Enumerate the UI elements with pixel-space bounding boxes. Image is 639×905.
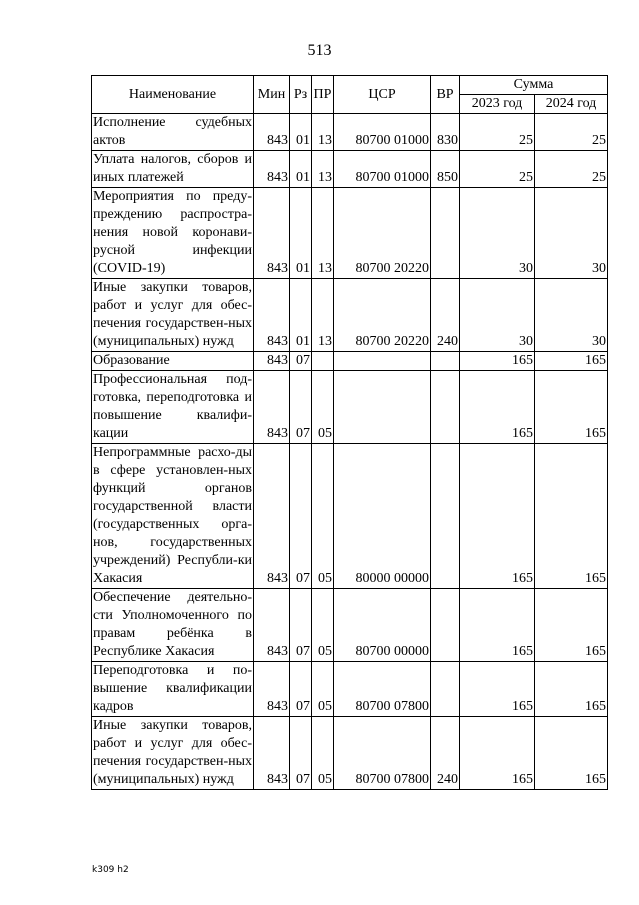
row-vr: 240 bbox=[431, 717, 460, 790]
page-number: 513 bbox=[307, 42, 332, 59]
row-name: Иные закупки товаров, работ и услуг для обес-печения государствен-ных (муниципальных) нужд bbox=[92, 717, 254, 790]
row-csr: 80700 20220 bbox=[334, 188, 431, 279]
row-csr: 80700 20220 bbox=[334, 279, 431, 352]
row-sum-2024: 165 bbox=[535, 371, 608, 444]
row-name: Исполнение судебных актов bbox=[92, 114, 254, 151]
row-sum-2024: 165 bbox=[535, 717, 608, 790]
row-sum-2024: 165 bbox=[535, 589, 608, 662]
row-min: 843 bbox=[254, 444, 290, 589]
row-sum-2023: 165 bbox=[460, 352, 535, 371]
row-csr: 80700 07800 bbox=[334, 717, 431, 790]
table-row bbox=[92, 371, 608, 444]
row-name: Непрограммные расхо-ды в сфере установлен-ных функций органов государственной власти (государственных орга-нов, государственных учреждений) Республи-ки Хакасия bbox=[92, 444, 254, 589]
row-pr: 05 bbox=[312, 589, 334, 662]
footer-code: k309 h2 bbox=[92, 865, 129, 875]
row-min: 843 bbox=[254, 151, 290, 188]
row-sum-2023: 165 bbox=[460, 444, 535, 589]
row-min: 843 bbox=[254, 717, 290, 790]
table-row bbox=[92, 114, 608, 151]
row-pr: 05 bbox=[312, 371, 334, 444]
row-rz: 01 bbox=[290, 188, 312, 279]
row-vr bbox=[431, 662, 460, 717]
table-body bbox=[92, 114, 608, 790]
row-rz: 01 bbox=[290, 151, 312, 188]
row-sum-2023: 165 bbox=[460, 717, 535, 790]
row-pr: 05 bbox=[312, 717, 334, 790]
row-name: Уплата налогов, сборов и иных платежей bbox=[92, 151, 254, 188]
row-sum-2024: 25 bbox=[535, 151, 608, 188]
header-min: Мин bbox=[254, 76, 290, 114]
table-row bbox=[92, 662, 608, 717]
row-csr: 80700 01000 bbox=[334, 151, 431, 188]
header-vr: ВР bbox=[431, 76, 460, 114]
table-row bbox=[92, 589, 608, 662]
row-csr bbox=[334, 371, 431, 444]
row-rz: 07 bbox=[290, 717, 312, 790]
row-name: Обеспечение деятельно-сти Уполномоченного по правам ребёнка в Республике Хакасия bbox=[92, 589, 254, 662]
row-sum-2024: 165 bbox=[535, 352, 608, 371]
row-vr bbox=[431, 188, 460, 279]
header-year-2024: 2024 год bbox=[535, 95, 608, 114]
header-name: Наименование bbox=[92, 76, 254, 114]
header-rz: Рз bbox=[290, 76, 312, 114]
table-row bbox=[92, 279, 608, 352]
row-name: Мероприятия по преду-преждению распростра-нения новой коронави-русной инфекции (COVID-19) bbox=[92, 188, 254, 279]
row-pr: 13 bbox=[312, 279, 334, 352]
row-min: 843 bbox=[254, 589, 290, 662]
row-sum-2023: 165 bbox=[460, 662, 535, 717]
header-year-2023: 2023 год bbox=[460, 95, 535, 114]
table-row bbox=[92, 151, 608, 188]
row-pr: 13 bbox=[312, 114, 334, 151]
row-min: 843 bbox=[254, 352, 290, 371]
row-name: Профессиональная под-готовка, переподготовка и повышение квалифи-кации bbox=[92, 371, 254, 444]
row-vr: 850 bbox=[431, 151, 460, 188]
row-min: 843 bbox=[254, 662, 290, 717]
row-sum-2023: 25 bbox=[460, 114, 535, 151]
header-csr: ЦСР bbox=[334, 76, 431, 114]
row-rz: 01 bbox=[290, 114, 312, 151]
row-csr: 80000 00000 bbox=[334, 444, 431, 589]
row-rz: 07 bbox=[290, 662, 312, 717]
row-sum-2024: 165 bbox=[535, 444, 608, 589]
row-vr bbox=[431, 444, 460, 589]
table-row bbox=[92, 717, 608, 790]
budget-table bbox=[91, 75, 608, 790]
header-pr: ПР bbox=[312, 76, 334, 114]
row-name: Иные закупки товаров, работ и услуг для обес-печения государствен-ных (муниципальных) нужд bbox=[92, 279, 254, 352]
row-csr: 80700 07800 bbox=[334, 662, 431, 717]
row-sum-2023: 30 bbox=[460, 279, 535, 352]
row-rz: 01 bbox=[290, 279, 312, 352]
row-min: 843 bbox=[254, 371, 290, 444]
table-row bbox=[92, 444, 608, 589]
row-vr bbox=[431, 371, 460, 444]
row-rz: 07 bbox=[290, 371, 312, 444]
row-pr: 13 bbox=[312, 151, 334, 188]
row-csr: 80700 00000 bbox=[334, 589, 431, 662]
row-rz: 07 bbox=[290, 352, 312, 371]
row-min: 843 bbox=[254, 188, 290, 279]
row-pr: 05 bbox=[312, 662, 334, 717]
row-sum-2024: 25 bbox=[535, 114, 608, 151]
row-name: Образование bbox=[92, 352, 254, 371]
row-vr: 830 bbox=[431, 114, 460, 151]
row-rz: 07 bbox=[290, 444, 312, 589]
row-sum-2023: 165 bbox=[460, 589, 535, 662]
row-vr: 240 bbox=[431, 279, 460, 352]
row-csr bbox=[334, 352, 431, 371]
row-rz: 07 bbox=[290, 589, 312, 662]
row-pr: 05 bbox=[312, 444, 334, 589]
header-sum: Сумма bbox=[460, 76, 608, 95]
row-sum-2023: 25 bbox=[460, 151, 535, 188]
table-row bbox=[92, 352, 608, 371]
row-vr bbox=[431, 589, 460, 662]
row-sum-2024: 30 bbox=[535, 188, 608, 279]
row-sum-2024: 165 bbox=[535, 662, 608, 717]
row-sum-2023: 165 bbox=[460, 371, 535, 444]
row-min: 843 bbox=[254, 114, 290, 151]
row-vr bbox=[431, 352, 460, 371]
row-sum-2024: 30 bbox=[535, 279, 608, 352]
row-sum-2023: 30 bbox=[460, 188, 535, 279]
row-min: 843 bbox=[254, 279, 290, 352]
row-pr bbox=[312, 352, 334, 371]
table-row bbox=[92, 188, 608, 279]
row-csr: 80700 01000 bbox=[334, 114, 431, 151]
row-pr: 13 bbox=[312, 188, 334, 279]
row-name: Переподготовка и по-вышение квалификации кадров bbox=[92, 662, 254, 717]
